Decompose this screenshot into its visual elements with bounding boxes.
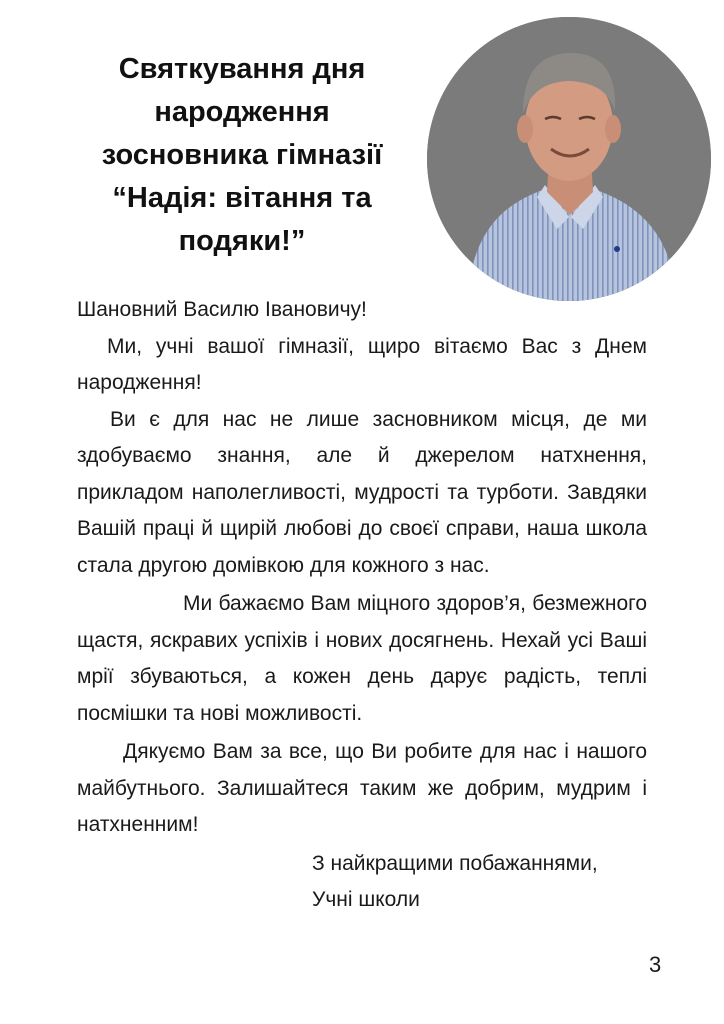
paragraph-text: Ми, учні вашої гімназії, щиро вітаємо Вас з Днем народження!: [77, 334, 647, 394]
letter-body: [77, 292, 647, 919]
paragraph-text: Ми бажаємо Вам міцного здоров’я, безмежного щастя, яскравих успіхів і нових досягнень. Нехай усі Ваші мрії збуваються, а кожен день дарує радість, теплі посмішки та нові можливості.: [77, 592, 647, 725]
salutation-text: Шановний Василю Івановичу!: [77, 298, 367, 321]
paragraph-text: Ви є для нас не лише засновником місця, де ми здобуваємо знання, але й джерелом натхнення, прикладом наполегливості, мудрості та турботи. Завдяки Вашій праці й щирій любові до своєї справи, наша школа стала другою домівкою для кожного з нас.: [77, 407, 647, 577]
portrait-photo: [427, 17, 711, 301]
page-number: 3: [649, 952, 662, 977]
title-line: народження: [154, 96, 330, 128]
title-line: подяки!”: [178, 225, 306, 257]
closing-block: [77, 846, 647, 919]
paragraph-text: Дякуємо Вам за все, що Ви робите для нас і нашого майбутнього. Залишайтеся таким же добрим, мудрим і натхненним!: [77, 740, 647, 836]
title-line: зосновника гімназії: [101, 139, 383, 171]
portrait-illustration: [427, 17, 711, 301]
title-line: “Надія: вітання та: [112, 182, 372, 214]
letter-paragraph-4: [77, 734, 647, 844]
salutation: [77, 292, 647, 329]
signature-text: Учні школи: [312, 888, 420, 911]
letter-paragraph-2: [77, 402, 647, 585]
title-line: Святкування дня: [118, 53, 366, 85]
letter-paragraph-3: [77, 586, 647, 732]
page-title: [62, 48, 422, 263]
letter-paragraph-1: [77, 329, 647, 402]
closing-text: З найкращими побажаннями,: [312, 851, 598, 875]
